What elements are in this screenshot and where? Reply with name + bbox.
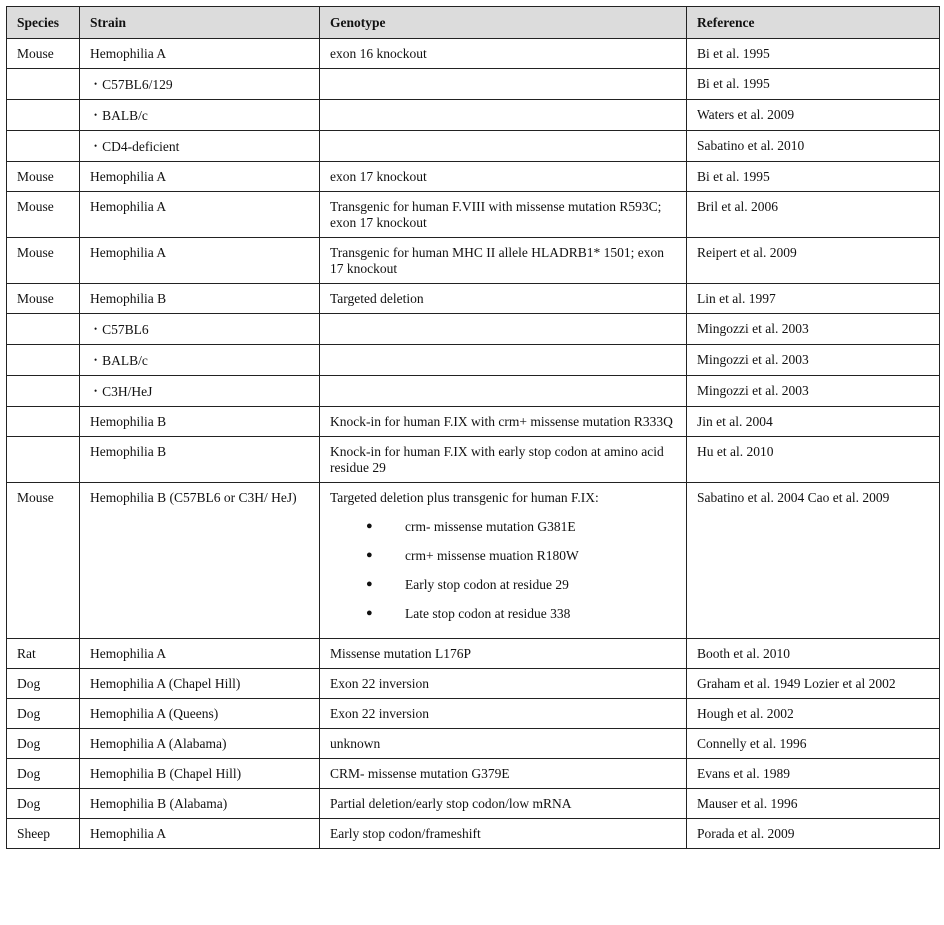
- genotype-intro: Targeted deletion plus transgenic for human F.IX:: [330, 490, 599, 505]
- cell-species: Dog: [7, 699, 80, 729]
- cell-genotype: Partial deletion/early stop codon/low mRNA: [320, 789, 687, 819]
- strain-label: CD4-deficient: [102, 139, 180, 154]
- cell-strain: Hemophilia B: [80, 437, 320, 483]
- table-row: [7, 284, 940, 314]
- cell-strain: Hemophilia B (C57BL6 or C3H/ HeJ): [80, 483, 320, 639]
- cell-genotype: [320, 314, 687, 345]
- strain-label: C3H/HeJ: [102, 384, 153, 399]
- cell-genotype: Knock-in for human F.IX with crm+ missense mutation R333Q: [320, 407, 687, 437]
- table-row: [7, 407, 940, 437]
- genotype-list-text: crm+ missense muation R180W: [405, 548, 579, 563]
- table-row: [7, 376, 940, 407]
- bullet-icon: ●: [366, 607, 373, 619]
- cell-species: Dog: [7, 759, 80, 789]
- cell-species: [7, 69, 80, 100]
- cell-species: [7, 314, 80, 345]
- header-genotype: Genotype: [320, 7, 687, 39]
- table-row: [7, 729, 940, 759]
- table-row: [7, 639, 940, 669]
- cell-reference: Evans et al. 1989: [687, 759, 940, 789]
- cell-strain: Hemophilia A: [80, 639, 320, 669]
- cell-species: Dog: [7, 669, 80, 699]
- cell-genotype: [320, 100, 687, 131]
- cell-strain: [80, 131, 320, 162]
- cell-species: Mouse: [7, 192, 80, 238]
- cell-strain: Hemophilia A: [80, 162, 320, 192]
- cell-species: Dog: [7, 729, 80, 759]
- cell-strain: [80, 376, 320, 407]
- cell-reference: Porada et al. 2009: [687, 819, 940, 849]
- cell-reference: Mauser et al. 1996: [687, 789, 940, 819]
- cell-genotype: Transgenic for human MHC II allele HLADRB1* 1501; exon 17 knockout: [320, 238, 687, 284]
- cell-reference: Bril et al. 2006: [687, 192, 940, 238]
- bullet-icon: ●: [366, 549, 373, 561]
- cell-species: Mouse: [7, 284, 80, 314]
- cell-strain: Hemophilia B (Chapel Hill): [80, 759, 320, 789]
- list-item: [330, 599, 678, 628]
- cell-reference: Hu et al. 2010: [687, 437, 940, 483]
- genotype-list-text: Early stop codon at residue 29: [405, 577, 569, 592]
- cell-strain: [80, 69, 320, 100]
- header-species: Species: [7, 7, 80, 39]
- table-header-row: [7, 7, 940, 39]
- table-row: [7, 192, 940, 238]
- header-strain: Strain: [80, 7, 320, 39]
- table-row: [7, 131, 940, 162]
- list-item: [330, 512, 678, 541]
- bullet-icon: •: [94, 141, 98, 151]
- bullet-icon: •: [94, 386, 98, 396]
- cell-reference: Bi et al. 1995: [687, 162, 940, 192]
- cell-genotype: Early stop codon/frameshift: [320, 819, 687, 849]
- cell-species: [7, 131, 80, 162]
- bullet-icon: •: [94, 355, 98, 365]
- cell-species: Sheep: [7, 819, 80, 849]
- cell-strain: Hemophilia B (Alabama): [80, 789, 320, 819]
- cell-reference: Mingozzi et al. 2003: [687, 345, 940, 376]
- table-row: [7, 314, 940, 345]
- cell-genotype: Transgenic for human F.VIII with missense mutation R593C; exon 17 knockout: [320, 192, 687, 238]
- cell-species: Rat: [7, 639, 80, 669]
- table-row: [7, 483, 940, 639]
- strain-label: BALB/c: [102, 108, 148, 123]
- bullet-icon: •: [94, 79, 98, 89]
- cell-reference: Reipert et al. 2009: [687, 238, 940, 284]
- cell-species: Dog: [7, 789, 80, 819]
- cell-species: [7, 345, 80, 376]
- cell-species: [7, 376, 80, 407]
- cell-genotype: [320, 483, 687, 639]
- cell-genotype: CRM- missense mutation G379E: [320, 759, 687, 789]
- cell-reference: Sabatino et al. 2010: [687, 131, 940, 162]
- cell-strain: Hemophilia A (Queens): [80, 699, 320, 729]
- cell-reference: Mingozzi et al. 2003: [687, 376, 940, 407]
- cell-strain: Hemophilia A: [80, 238, 320, 284]
- table-row: [7, 669, 940, 699]
- cell-genotype: [320, 376, 687, 407]
- table-row: [7, 69, 940, 100]
- cell-reference: Connelly et al. 1996: [687, 729, 940, 759]
- cell-species: Mouse: [7, 483, 80, 639]
- cell-reference: Sabatino et al. 2004 Cao et al. 2009: [687, 483, 940, 639]
- cell-strain: Hemophilia A: [80, 39, 320, 69]
- cell-reference: Waters et al. 2009: [687, 100, 940, 131]
- cell-genotype: [320, 69, 687, 100]
- cell-species: Mouse: [7, 162, 80, 192]
- bullet-icon: ●: [366, 578, 373, 590]
- table-body: [7, 39, 940, 849]
- cell-reference: Bi et al. 1995: [687, 69, 940, 100]
- table-row: [7, 162, 940, 192]
- cell-reference: Graham et al. 1949 Lozier et al 2002: [687, 669, 940, 699]
- cell-genotype: [320, 345, 687, 376]
- strain-label: BALB/c: [102, 353, 148, 368]
- cell-reference: Bi et al. 1995: [687, 39, 940, 69]
- cell-strain: [80, 345, 320, 376]
- bullet-icon: ●: [366, 520, 373, 532]
- cell-species: Mouse: [7, 39, 80, 69]
- cell-reference: Lin et al. 1997: [687, 284, 940, 314]
- cell-genotype: Exon 22 inversion: [320, 699, 687, 729]
- cell-strain: Hemophilia A: [80, 192, 320, 238]
- cell-species: [7, 407, 80, 437]
- table-row: [7, 699, 940, 729]
- cell-strain: Hemophilia A (Alabama): [80, 729, 320, 759]
- table-row: [7, 39, 940, 69]
- cell-genotype: unknown: [320, 729, 687, 759]
- cell-genotype: Exon 22 inversion: [320, 669, 687, 699]
- cell-reference: Jin et al. 2004: [687, 407, 940, 437]
- cell-strain: [80, 314, 320, 345]
- bullet-icon: •: [94, 324, 98, 334]
- genotype-list-text: crm- missense mutation G381E: [405, 519, 576, 534]
- cell-strain: [80, 100, 320, 131]
- cell-genotype: Missense mutation L176P: [320, 639, 687, 669]
- table-row: [7, 437, 940, 483]
- cell-genotype: Knock-in for human F.IX with early stop codon at amino acid residue 29: [320, 437, 687, 483]
- cell-reference: Mingozzi et al. 2003: [687, 314, 940, 345]
- table-row: [7, 100, 940, 131]
- list-item: [330, 541, 678, 570]
- strain-label: C57BL6: [102, 322, 149, 337]
- table-row: [7, 345, 940, 376]
- table-container: [6, 6, 939, 849]
- header-reference: Reference: [687, 7, 940, 39]
- strain-label: C57BL6/129: [102, 77, 173, 92]
- cell-genotype: [320, 131, 687, 162]
- cell-genotype: Targeted deletion: [320, 284, 687, 314]
- table-row: [7, 789, 940, 819]
- cell-genotype: exon 16 knockout: [320, 39, 687, 69]
- cell-species: [7, 100, 80, 131]
- cell-genotype: exon 17 knockout: [320, 162, 687, 192]
- genotype-list-text: Late stop codon at residue 338: [405, 606, 571, 621]
- cell-strain: Hemophilia B: [80, 407, 320, 437]
- list-item: [330, 570, 678, 599]
- genotype-list: [330, 512, 678, 628]
- cell-strain: Hemophilia A: [80, 819, 320, 849]
- table-row: [7, 759, 940, 789]
- hemophilia-models-table: [6, 6, 940, 849]
- bullet-icon: •: [94, 110, 98, 120]
- cell-strain: Hemophilia B: [80, 284, 320, 314]
- cell-reference: Hough et al. 2002: [687, 699, 940, 729]
- cell-species: [7, 437, 80, 483]
- cell-reference: Booth et al. 2010: [687, 639, 940, 669]
- cell-strain: Hemophilia A (Chapel Hill): [80, 669, 320, 699]
- cell-species: Mouse: [7, 238, 80, 284]
- table-row: [7, 819, 940, 849]
- table-row: [7, 238, 940, 284]
